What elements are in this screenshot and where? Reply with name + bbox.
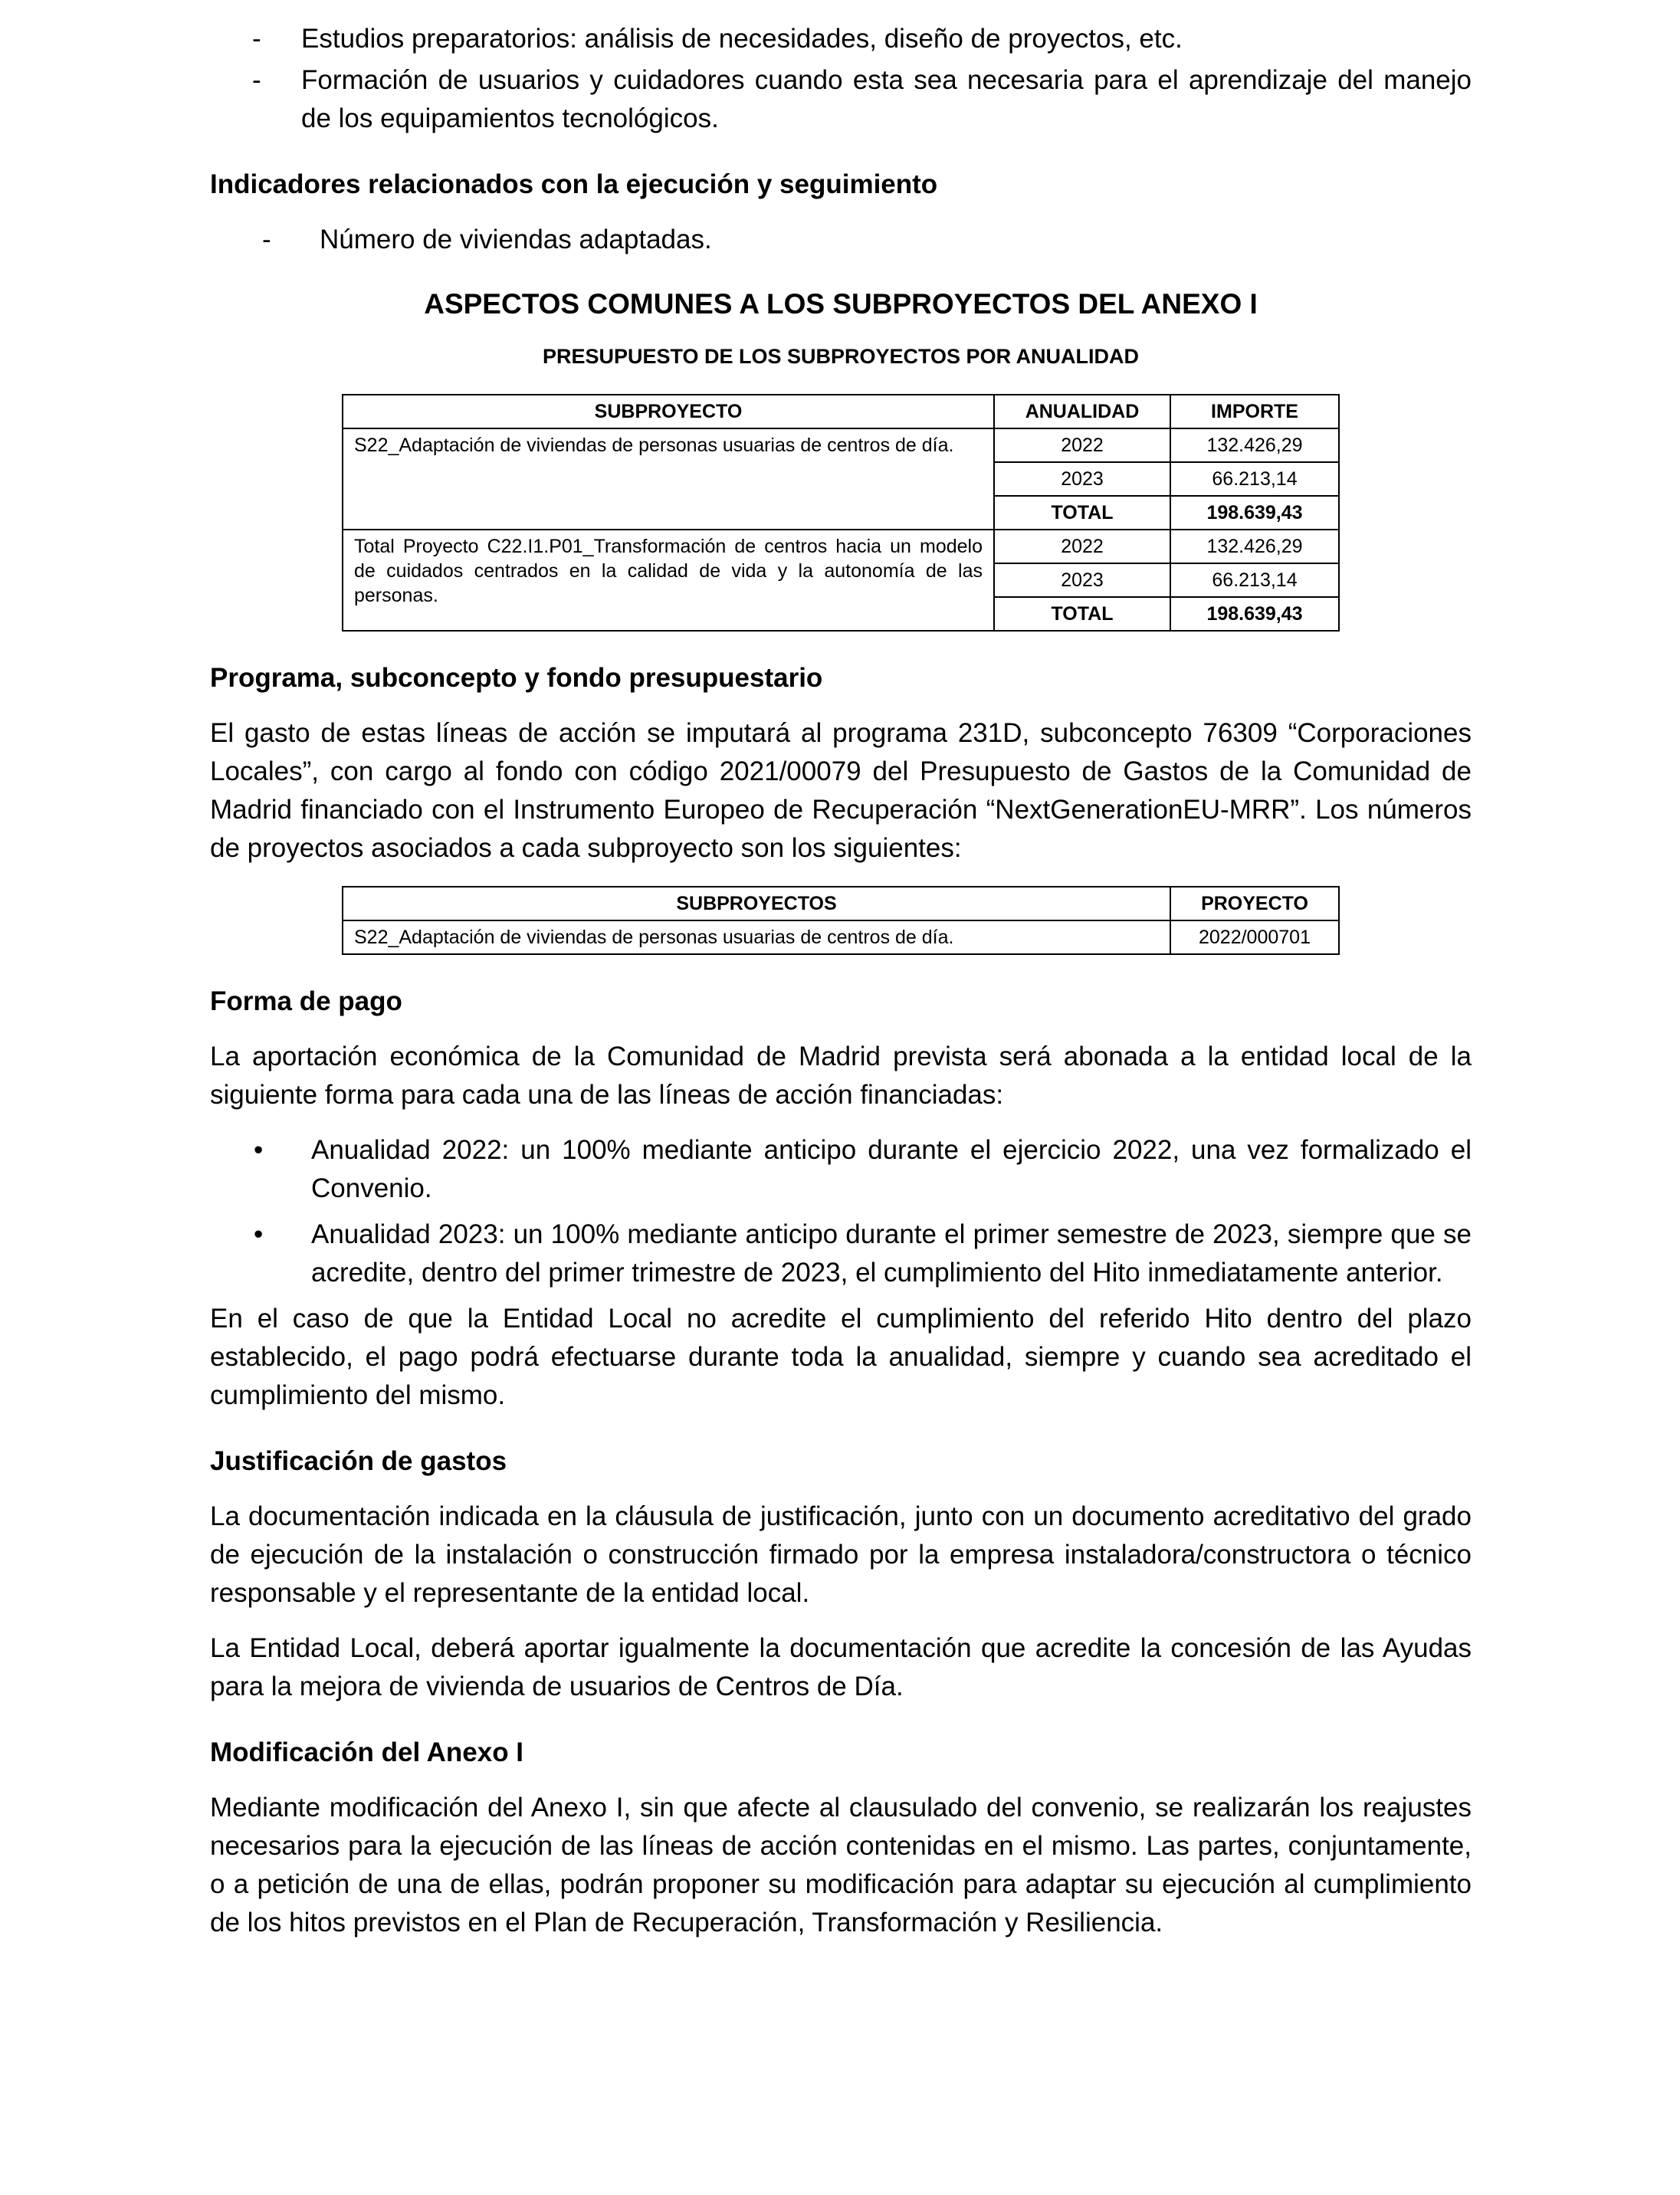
intro-list: [210, 20, 1472, 138]
total-label-cell: TOTAL: [994, 597, 1170, 631]
list-item: [210, 1131, 1472, 1208]
total-amount-cell: 198.639,43: [1170, 496, 1339, 530]
table-header-row: [343, 395, 1339, 428]
list-item: [210, 20, 1472, 58]
amount-cell: 132.426,29: [1170, 530, 1339, 563]
year-cell: 2022: [994, 530, 1170, 563]
table-row: [343, 530, 1339, 563]
table-row: [343, 428, 1339, 462]
table-row: [343, 920, 1339, 954]
amount-cell: 66.213,14: [1170, 462, 1339, 496]
paragraph-justificacion-2: La Entidad Local, deberá aportar igualmente la documentación que acredite la concesión de las Ayudas para la mejora de vivienda de usuarios de Centros de Día.: [210, 1633, 1472, 1701]
list-item-text: Formación de usuarios y cuidadores cuando esta sea necesaria para el aprendizaje del manejo de los equipamientos tecnológicos.: [301, 65, 1472, 133]
column-header-proyecto: PROYECTO: [1170, 887, 1339, 920]
subproyecto-cell: S22_Adaptación de viviendas de personas usuarias de centros de día.: [343, 920, 1170, 954]
subproyecto-label: Total Proyecto C22.I1.P01_Transformación de centros hacia un modelo de cuidados centrados en la calidad de vida y la autonomía de las personas.: [343, 530, 994, 631]
section-heading-indicadores: Indicadores relacionados con la ejecución y seguimiento: [210, 169, 938, 199]
paragraph-forma-pago-outro: En el caso de que la Entidad Local no acredite el cumplimiento del referido Hito dentro del plazo establecido, el pago podrá efectuarse durante toda la anualidad, siempre y cuando sea acreditado el cumplimiento del mismo.: [210, 1304, 1472, 1410]
column-header-importe: IMPORTE: [1170, 395, 1339, 428]
dash-marker-icon: [252, 61, 261, 100]
section-heading-programa: Programa, subconcepto y fondo presupuestario: [210, 663, 823, 693]
paragraph-modificacion: Mediante modificación del Anexo I, sin que afecte al clausulado del convenio, se realizarán los reajustes necesarios para la ejecución de las líneas de acción contenidas en el mismo. Las partes, conjuntamente, o a petición de una de ellas, podrán proponer su modificación para adaptar su ejecución al cumplimiento de los hitos previstos en el Plan de Recuperación, Transformación y Resiliencia.: [210, 1793, 1472, 1937]
dash-marker-icon: [262, 221, 271, 259]
list-item-text: Estudios preparatorios: análisis de necesidades, diseño de proyectos, etc.: [301, 24, 1183, 54]
section-heading-forma-pago: Forma de pago: [210, 986, 402, 1016]
list-item-text: Anualidad 2022: un 100% mediante anticipo durante el ejercicio 2022, una vez formalizado el Convenio.: [311, 1135, 1472, 1203]
column-header-anualidad: ANUALIDAD: [994, 395, 1170, 428]
year-cell: 2022: [994, 428, 1170, 462]
year-cell: 2023: [994, 462, 1170, 496]
bullet-marker-icon: [254, 1216, 263, 1254]
column-header-subproyecto: SUBPROYECTO: [343, 395, 994, 428]
section-heading-justificacion: Justificación de gastos: [210, 1446, 507, 1476]
forma-pago-bullet-list: [210, 1131, 1472, 1292]
year-cell: 2023: [994, 563, 1170, 597]
section-heading-modificacion: Modificación del Anexo I: [210, 1737, 524, 1767]
list-item: [210, 1216, 1472, 1292]
proyecto-cell: 2022/000701: [1170, 920, 1339, 954]
subproyecto-label: S22_Adaptación de viviendas de personas usuarias de centros de día.: [343, 428, 994, 530]
total-amount-cell: 198.639,43: [1170, 597, 1339, 631]
project-table: [342, 886, 1340, 955]
table-header-row: [343, 887, 1339, 920]
list-item-text: Número de viviendas adaptadas.: [320, 225, 712, 254]
paragraph-programa: El gasto de estas líneas de acción se imputará al programa 231D, subconcepto 76309 “Corporaciones Locales”, con cargo al fondo con código 2021/00079 del Presupuesto de Gastos de la Comunidad de Madrid financiado con el Instrumento Europeo de Recuperación “NextGenerationEU-MRR”. Los números de proyectos asociados a cada subproyecto son los siguientes:: [210, 718, 1472, 863]
paragraph-justificacion-1: La documentación indicada en la cláusula de justificación, junto con un documento acreditativo del grado de ejecución de la instalación o construcción firmado por la empresa instaladora/constructora o técnico responsable y el representante de la entidad local.: [210, 1501, 1472, 1608]
list-item: [210, 221, 1472, 259]
dash-marker-icon: [252, 20, 261, 58]
aspectos-title: ASPECTOS COMUNES A LOS SUBPROYECTOS DEL ANEXO I: [424, 288, 1258, 320]
amount-cell: 132.426,29: [1170, 428, 1339, 462]
bullet-marker-icon: [254, 1131, 263, 1170]
list-item-text: Anualidad 2023: un 100% mediante anticipo durante el primer semestre de 2023, siempre que se acredite, dentro del primer trimestre de 2023, el cumplimiento del Hito inmediatamente anterior.: [311, 1219, 1472, 1288]
amount-cell: 66.213,14: [1170, 563, 1339, 597]
total-label-cell: TOTAL: [994, 496, 1170, 530]
paragraph-forma-pago-intro: La aportación económica de la Comunidad de Madrid prevista será abonada a la entidad local de la siguiente forma para cada una de las líneas de acción financiadas:: [210, 1042, 1472, 1110]
aspectos-subtitle: PRESUPUESTO DE LOS SUBPROYECTOS POR ANUALIDAD: [542, 345, 1140, 368]
column-header-subproyectos: SUBPROYECTOS: [343, 887, 1170, 920]
budget-table: [342, 394, 1340, 632]
list-item: [210, 61, 1472, 138]
